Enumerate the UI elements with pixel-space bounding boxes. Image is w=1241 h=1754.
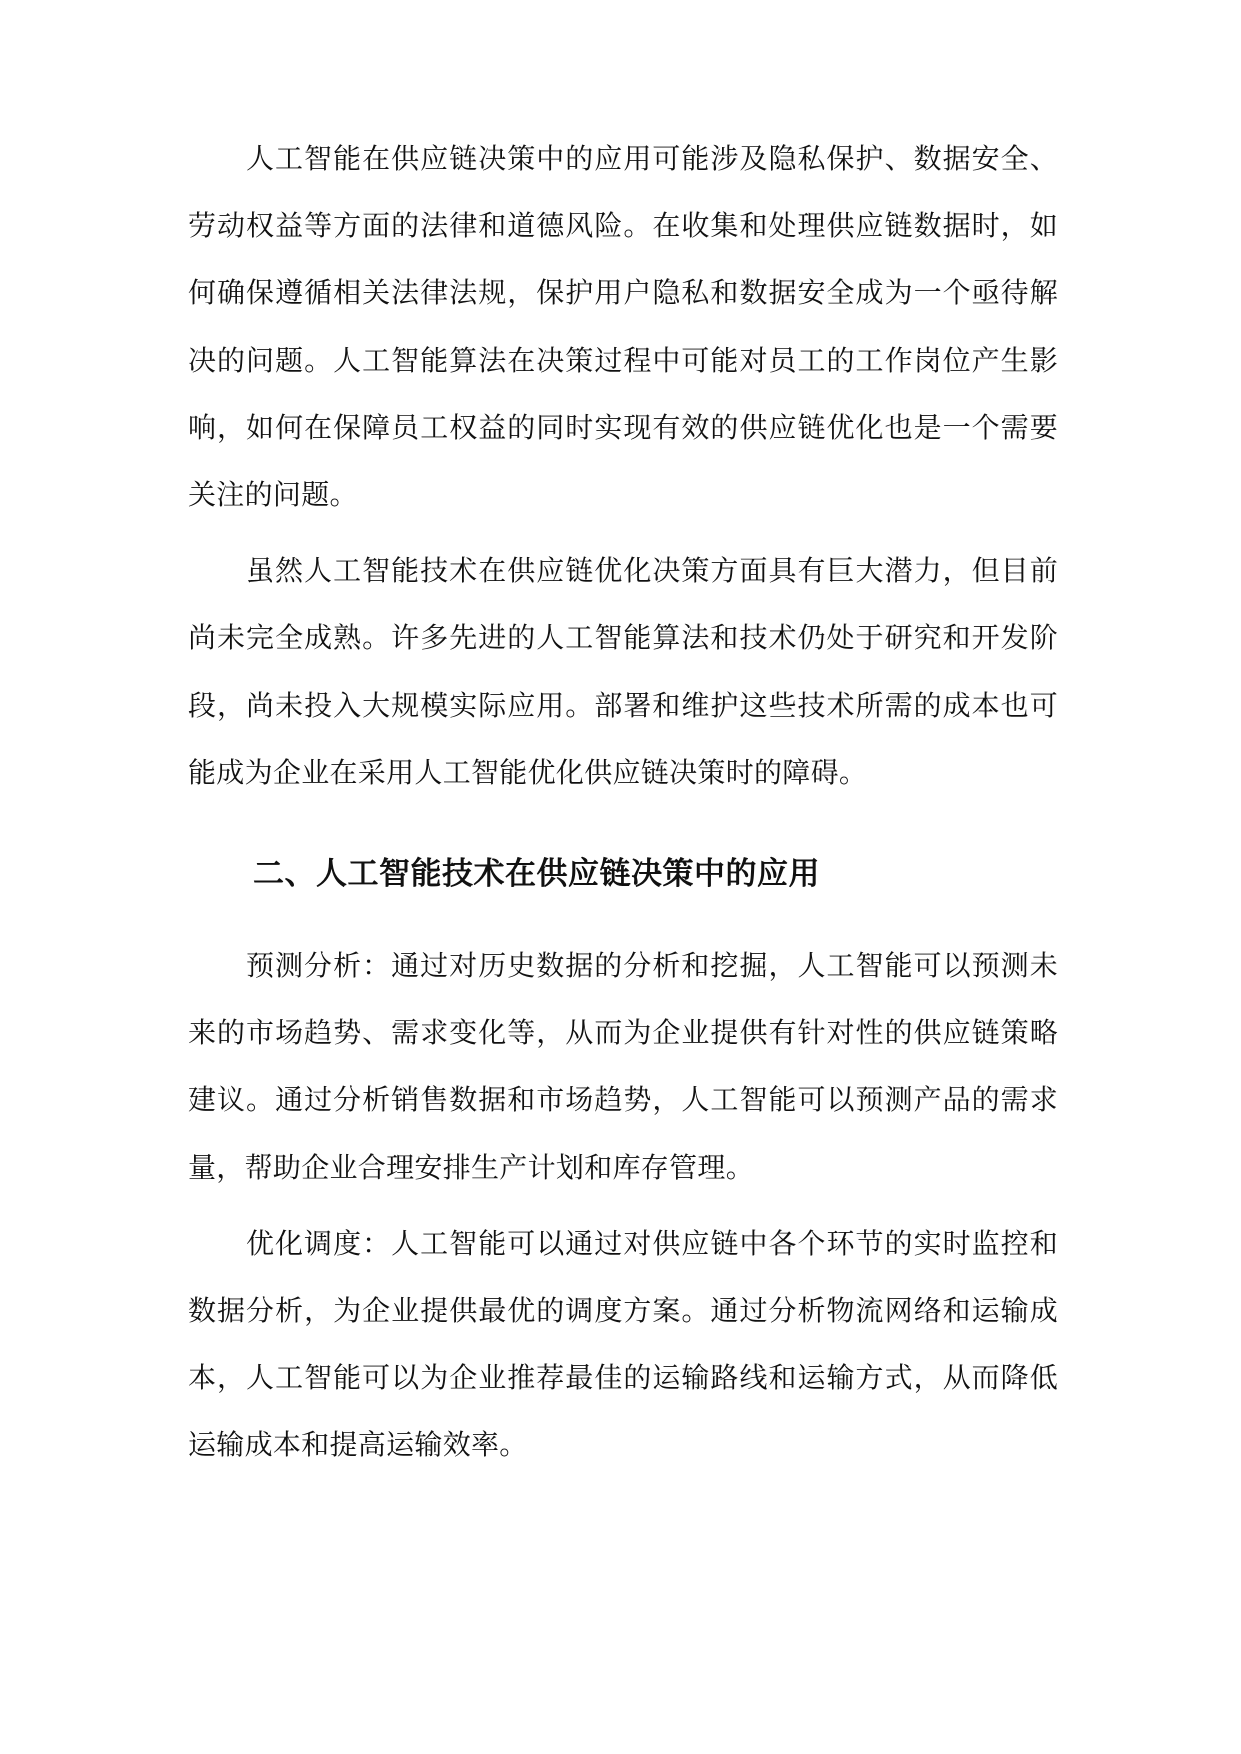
paragraph-technology-maturity: 虽然人工智能技术在供应链优化决策方面具有巨大潜力，但目前尚未完全成熟。许多先进的人工智能算法和技术仍处于研究和开发阶段，尚未投入大规模实际应用。部署和维护这些技术所需的成本也可能成为企业在采用人工智能优化供应链决策时的障碍。	[188, 554, 1058, 789]
section-heading: 二、人工智能技术在供应链决策中的应用	[253, 856, 820, 893]
paragraph-predictive-analysis: 预测分析：通过对历史数据的分析和挖掘，人工智能可以预测未来的市场趋势、需求变化等，从而为企业提供有针对性的供应链策略建议。通过分析销售数据和市场趋势，人工智能可以预测产品的需求量，帮助企业合理安排生产计划和库存管理。	[188, 949, 1058, 1184]
document-page	[188, 125, 1058, 1479]
paragraph-optimized-scheduling: 优化调度：人工智能可以通过对供应链中各个环节的实时监控和数据分析，为企业提供最优的调度方案。通过分析物流网络和运输成本，人工智能可以为企业推荐最佳的运输路线和运输方式，从而降低运输成本和提高运输效率。	[188, 1226, 1058, 1462]
paragraph-legal-ethical-risks: 人工智能在供应链决策中的应用可能涉及隐私保护、数据安全、劳动权益等方面的法律和道德风险。在收集和处理供应链数据时，如何确保遵循相关法律法规，保护用户隐私和数据安全成为一个亟待解决的问题。人工智能算法在决策过程中可能对员工的工作岗位产生影响，如何在保障员工权益的同时实现有效的供应链优化也是一个需要关注的问题。	[188, 142, 1058, 512]
